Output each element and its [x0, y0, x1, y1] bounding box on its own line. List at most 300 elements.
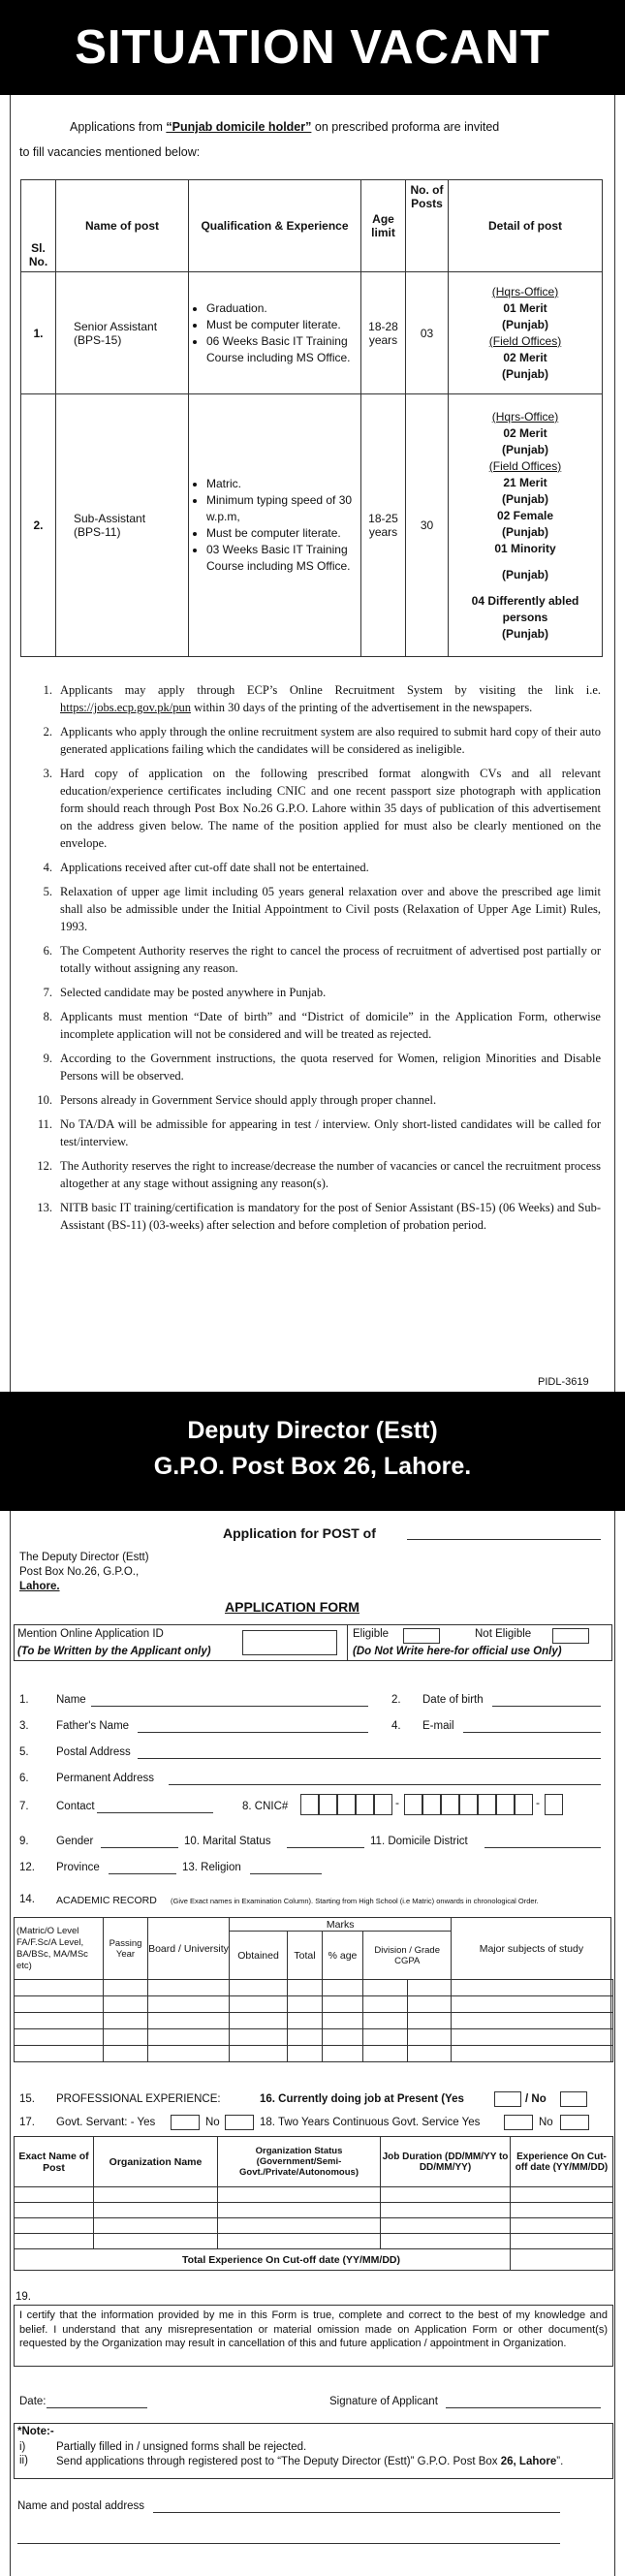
academic-label: ACADEMIC RECORD — [56, 1895, 157, 1906]
postal-address-field[interactable] — [138, 1746, 601, 1759]
province-field[interactable] — [109, 1862, 176, 1874]
condition-number: 11. — [37, 1117, 52, 1131]
condition-text-part: The Competent Authority reserves the right to cancel the process of recruitment of advertised post partially or totally without assigning any reason. — [60, 944, 601, 975]
header-qual: Qualification & Experience — [189, 180, 361, 272]
condition-item — [29, 1199, 601, 1234]
note2-bold: 26, Lahore — [500, 2456, 557, 2467]
name-postal-field[interactable] — [153, 2500, 560, 2513]
field-num: 7. — [19, 1801, 29, 1812]
province-label: Province — [56, 1862, 100, 1873]
conditions-list — [29, 681, 601, 1241]
vacancy-table — [20, 179, 603, 657]
exp-cell[interactable] — [15, 2203, 94, 2218]
detail-line: (Punjab) — [502, 366, 548, 381]
detail-line: (Punjab) — [502, 626, 548, 641]
detail-line: 01 Minority — [494, 541, 556, 555]
eligible-label: Eligible — [353, 1628, 390, 1640]
acad-cell[interactable] — [452, 1996, 611, 2013]
acad-cell[interactable] — [230, 2029, 288, 2046]
table-row — [15, 2029, 613, 2046]
exp-cell[interactable] — [218, 2234, 381, 2249]
acad-cell[interactable] — [452, 2046, 611, 2062]
acad-cell[interactable] — [15, 1980, 104, 1996]
divider — [347, 1624, 348, 1661]
table-row — [15, 2187, 613, 2203]
acad-cell[interactable] — [363, 2029, 408, 2046]
detail-line: 02 Merit — [503, 425, 547, 440]
current-job-label: 16. Currently doing job at Present (Yes — [260, 2093, 464, 2105]
acad-cell[interactable] — [611, 1980, 613, 1996]
condition-text-part: Applicants who apply through the online recruitment system are also required to submit hard copy of their auto generated applications failing which the candidates will be considered as ineligible. — [60, 725, 601, 756]
acad-cell[interactable] — [148, 2046, 230, 2062]
cnic-digit-box[interactable] — [515, 1794, 533, 1815]
experience-table — [14, 2136, 613, 2271]
condition-text — [60, 1115, 601, 1150]
detail-line: 02 Female — [496, 508, 554, 522]
banner-title: SITUATION VACANT — [75, 21, 550, 74]
continuous-yes-box[interactable] — [504, 2115, 533, 2130]
note-item — [56, 2455, 599, 2468]
row2-detail — [449, 394, 603, 657]
acad-cell[interactable] — [230, 2046, 288, 2062]
acad-cell[interactable] — [288, 2046, 323, 2062]
govt-servant-no-label: No — [205, 2117, 220, 2128]
cnic-dash: - — [395, 1796, 399, 1809]
condition-text-part: Hard copy of application on the following prescribed format alongwith CVs and all relevant education/experience certificates including CNIC and one recent passport size photograph with application form should reach through Post Box No.26 G.P.O. Lahore within 35 days of publication of this advertisement on the address given below. The name of the position applied for must also be clearly mentioned on the envelope. — [60, 767, 601, 850]
addressee-line: Post Box No.26, G.P.O., — [19, 1566, 140, 1578]
govt-servant-yes-box[interactable] — [171, 2115, 200, 2130]
acad-cell[interactable] — [363, 2013, 408, 2029]
cnic-digit-box[interactable] — [337, 1794, 356, 1815]
exp-cell[interactable] — [218, 2218, 381, 2234]
acad-cell[interactable] — [288, 2013, 323, 2029]
exp-cell[interactable] — [218, 2203, 381, 2218]
table-row — [15, 2013, 613, 2029]
condition-text-part: Applicants must mention “Date of birth” and “District of domicile” in the Application Form, otherwise incomplete application will not be considered and will be treated as rejected. — [60, 1010, 601, 1041]
exp-cell[interactable] — [94, 2203, 218, 2218]
acad-cell[interactable] — [104, 2029, 148, 2046]
acad-col-total: Total — [288, 1932, 323, 1980]
detail-line: (Field Offices) — [488, 333, 562, 348]
acad-cell[interactable] — [611, 2029, 613, 2046]
address-band — [0, 1392, 625, 1511]
row1-posts: 03 — [406, 272, 449, 394]
acad-cell[interactable] — [452, 2013, 611, 2029]
acad-col-year: Passing Year — [104, 1918, 148, 1980]
intro-pre: Applications from — [70, 120, 167, 134]
field-num: 4. — [391, 1720, 401, 1732]
condition-item — [29, 723, 601, 758]
row1-sl: 1. — [21, 272, 56, 394]
cnic-digit-box[interactable] — [422, 1794, 441, 1815]
row1-age: 18-28 years — [361, 272, 406, 394]
office-note: (Do Not Write here-for official use Only) — [353, 1646, 562, 1657]
detail-line: (Punjab) — [502, 491, 548, 506]
acad-cell[interactable] — [104, 1996, 148, 2013]
condition-item — [29, 859, 601, 876]
acad-col-subjects: Major subjects of study — [452, 1918, 611, 1980]
marital-label: 10. Marital Status — [184, 1836, 271, 1847]
online-id-label: Mention Online Application ID — [17, 1628, 164, 1640]
recruitment-link[interactable]: https://jobs.ecp.gov.pk/pun — [60, 701, 191, 714]
acad-col-pct: % age — [323, 1932, 363, 1980]
address-line1: Deputy Director (Estt) — [187, 1417, 438, 1444]
acad-cell[interactable] — [148, 2013, 230, 2029]
govt-servant-no-box[interactable] — [225, 2115, 254, 2130]
condition-text-part: Persons already in Government Service should apply through proper channel. — [60, 1093, 437, 1107]
experience-label: PROFESSIONAL EXPERIENCE: — [56, 2093, 221, 2105]
condition-number: 13. — [37, 1201, 52, 1214]
exp-cell[interactable] — [15, 2218, 94, 2234]
condition-item — [29, 1008, 601, 1043]
acad-cell[interactable] — [230, 1980, 288, 1996]
detail-line: (Punjab) — [502, 442, 548, 456]
eligible-box[interactable] — [403, 1628, 440, 1644]
header-post: Name of post — [56, 180, 189, 272]
acad-cell[interactable] — [288, 1980, 323, 1996]
condition-number: 2. — [43, 725, 52, 738]
acad-col-board: Board / University — [148, 1918, 230, 1980]
condition-text-part: Relaxation of upper age limit including 05 years general relaxation over and above the prescribed age limit shall also be admissible under the Initial Appointment to Civil posts (Relaxation of Upper Age Limit) Rules, 1993. — [60, 885, 601, 933]
row1-post: Senior Assistant — [74, 319, 158, 333]
father-name-field[interactable] — [138, 1720, 368, 1733]
condition-number: 12. — [37, 1159, 52, 1173]
condition-number: 8. — [43, 1010, 52, 1023]
addressee — [19, 1551, 149, 1594]
acad-cell[interactable] — [15, 2046, 104, 2062]
cnic-label: 8. CNIC# — [242, 1801, 289, 1812]
current-job-yes-box[interactable] — [494, 2091, 521, 2107]
acad-cell[interactable] — [104, 2013, 148, 2029]
acad-col-obtained: Obtained — [230, 1932, 288, 1980]
continuous-service-label: 18. Two Years Continuous Govt. Service Yes — [260, 2117, 481, 2128]
not-eligible-label: Not Eligible — [475, 1628, 532, 1640]
acad-cell[interactable] — [407, 1980, 452, 1996]
note-title: *Note:- — [17, 2426, 54, 2437]
cnic-digit-box[interactable] — [496, 1794, 515, 1815]
detail-line: 04 Differently abled persons — [471, 593, 579, 624]
name-postal-field-2[interactable] — [17, 2531, 560, 2544]
exp-col-duration: Job Duration (DD/MM/YY to DD/MM/YY) — [381, 2137, 511, 2187]
condition-item — [29, 984, 601, 1001]
application-for-label: Application for POST of — [223, 1525, 376, 1541]
detail-line: (Hqrs-Office) — [491, 284, 559, 298]
acad-col-division: Division / Grade CGPA — [363, 1932, 452, 1980]
condition-text — [60, 1050, 601, 1084]
father-name-label: Father's Name — [56, 1720, 130, 1732]
table-row — [15, 2203, 613, 2218]
condition-text — [60, 883, 601, 935]
detail-line: 01 Merit — [503, 300, 547, 315]
exp-cell[interactable] — [381, 2218, 511, 2234]
detail-line: (Field Offices) — [488, 458, 562, 473]
table-row — [15, 1996, 613, 2013]
pidl-code: PIDL-3619 — [538, 1376, 589, 1388]
acad-col-marks: Marks — [230, 1918, 452, 1932]
intro-text — [19, 114, 601, 165]
note-num: i) — [19, 2441, 26, 2453]
acad-cell[interactable] — [407, 2046, 452, 2062]
qual-item: • 03 Weeks Basic IT Training Course including MS Office. — [206, 542, 355, 575]
row1-quals — [206, 300, 355, 366]
exp-cell[interactable] — [381, 2187, 511, 2203]
condition-text — [60, 1157, 601, 1192]
intro-line2: to fill vacancies mentioned below: — [19, 145, 201, 159]
acad-cell[interactable] — [288, 1996, 323, 2013]
acad-cell[interactable] — [323, 2013, 363, 2029]
name-label: Name — [56, 1694, 86, 1706]
condition-item — [29, 1050, 601, 1084]
condition-text-part: According to the Government instructions, the quota reserved for Women, religion Minorities and Disable Persons will be observed. — [60, 1052, 601, 1083]
row2-quals — [206, 476, 355, 575]
cnic-dash: - — [536, 1796, 540, 1809]
field-num: 2. — [391, 1694, 401, 1706]
field-num: 19. — [16, 2291, 31, 2303]
banner — [0, 0, 625, 95]
field-num: 15. — [19, 2093, 35, 2105]
qual-item: • Graduation. — [206, 300, 355, 317]
acad-cell[interactable] — [363, 1980, 408, 1996]
exp-cell[interactable] — [511, 2203, 613, 2218]
name-field[interactable] — [91, 1694, 368, 1707]
note2-post: ”. — [556, 2456, 564, 2467]
qual-item: • 06 Weeks Basic IT Training Course including MS Office. — [206, 333, 355, 366]
exp-cell[interactable] — [511, 2218, 613, 2234]
address-line2: G.P.O. Post Box 26, Lahore. — [153, 1453, 472, 1480]
condition-text — [60, 859, 601, 876]
condition-text-part: NITB basic IT training/certification is mandatory for the post of Senior Assistant (BS-15) (06 Weeks) and Sub-Assistant (BS-11) (03-weeks) after selection and before completion of probation period. — [60, 1201, 601, 1232]
exp-total-label: Total Experience On Cut-off date (YY/MM/DD) — [15, 2249, 511, 2271]
condition-number: 6. — [43, 944, 52, 958]
addressee-line: The Deputy Director (Estt) — [19, 1552, 149, 1563]
acad-cell[interactable] — [104, 1980, 148, 1996]
condition-text — [60, 681, 601, 716]
post-of-field[interactable] — [407, 1527, 601, 1540]
signature-label: Signature of Applicant — [329, 2396, 438, 2407]
marital-field[interactable] — [287, 1836, 364, 1848]
condition-item — [29, 942, 601, 977]
exp-col-cutoff: Experience On Cut-off date (YY/MM/DD) — [511, 2137, 613, 2187]
date-field[interactable] — [47, 2396, 147, 2408]
postal-address-label: Postal Address — [56, 1746, 131, 1758]
religion-field[interactable] — [250, 1862, 322, 1874]
email-label: E-mail — [422, 1720, 454, 1732]
table-row — [21, 272, 603, 394]
acad-cell[interactable] — [323, 2046, 363, 2062]
acad-cell[interactable] — [15, 2013, 104, 2029]
acad-cell[interactable] — [363, 2046, 408, 2062]
row2-posts: 30 — [406, 394, 449, 657]
header-sl: Sl. No. — [21, 180, 56, 272]
name-postal-label: Name and postal address — [17, 2500, 145, 2512]
acad-cell[interactable] — [230, 2013, 288, 2029]
qual-item: • Matric. — [206, 476, 355, 492]
cnic-digit-box[interactable] — [478, 1794, 496, 1815]
exp-col-post: Exact Name of Post — [15, 2137, 94, 2187]
cnic-digit-box[interactable] — [404, 1794, 422, 1815]
condition-item — [29, 883, 601, 935]
header-age: Age limit — [361, 180, 406, 272]
condition-text-part: within 30 days of the printing of the advertisement in the newspapers. — [190, 701, 533, 714]
field-num: 3. — [19, 1720, 29, 1732]
cnic-digit-box[interactable] — [441, 1794, 459, 1815]
intro-bold: “Punjab domicile holder” — [166, 120, 312, 134]
cnic-digit-box[interactable] — [356, 1794, 374, 1815]
qual-item: • Minimum typing speed of 30 w.p.m, — [206, 492, 355, 525]
condition-text-part: Applicants may apply through ECP’s Online Recruitment System by visiting the link i.e. — [60, 683, 601, 697]
gender-label: Gender — [56, 1836, 94, 1847]
cnic-digit-box[interactable] — [319, 1794, 337, 1815]
continuous-no-label: No — [539, 2117, 553, 2128]
note2-pre: Send applications through registered post to “The Deputy Director (Estt)” G.P.O. Post Box — [56, 2456, 501, 2467]
acad-cell[interactable] — [452, 1980, 611, 1996]
acad-cell[interactable] — [611, 2013, 613, 2029]
condition-item — [29, 765, 601, 852]
signature-field[interactable] — [446, 2396, 601, 2408]
condition-number: 7. — [43, 986, 52, 999]
note-num: ii) — [19, 2455, 28, 2466]
exp-cell[interactable] — [94, 2218, 218, 2234]
addressee-line: Lahore. — [19, 1581, 60, 1592]
exp-cell[interactable] — [94, 2234, 218, 2249]
table-row — [21, 394, 603, 657]
domicile-field[interactable] — [484, 1836, 601, 1848]
field-num: 6. — [19, 1773, 29, 1784]
qual-item: • Must be computer literate. — [206, 317, 355, 333]
acad-cell[interactable] — [452, 2029, 611, 2046]
cnic-digit-box[interactable] — [545, 1794, 563, 1815]
acad-cell[interactable] — [363, 1996, 408, 2013]
condition-number: 5. — [43, 885, 52, 898]
acad-cell[interactable] — [15, 1996, 104, 2013]
acad-cell[interactable] — [15, 2029, 104, 2046]
condition-text — [60, 984, 601, 1001]
not-eligible-box[interactable] — [552, 1628, 589, 1644]
acad-cell[interactable] — [407, 2013, 452, 2029]
detail-line: (Punjab) — [502, 524, 548, 539]
cnic-digit-box[interactable] — [374, 1794, 392, 1815]
permanent-address-label: Permanent Address — [56, 1773, 155, 1784]
condition-number: 4. — [43, 861, 52, 874]
acad-cell[interactable] — [407, 2029, 452, 2046]
acad-cell[interactable] — [148, 1980, 230, 1996]
field-num: 5. — [19, 1746, 29, 1758]
domicile-label: 11. Domicile District — [370, 1836, 468, 1847]
exp-cell[interactable] — [511, 2187, 613, 2203]
exp-total-cell[interactable] — [511, 2249, 613, 2271]
dob-label: Date of birth — [422, 1694, 484, 1706]
acad-cell[interactable] — [323, 1996, 363, 2013]
acad-cell[interactable] — [230, 1996, 288, 2013]
header-detail: Detail of post — [449, 180, 603, 272]
contact-label: Contact — [56, 1801, 95, 1812]
field-num: 9. — [19, 1836, 29, 1847]
acad-col-exam: (Matric/O Level FA/F.Sc/A Level, BA/BSc, MA/MSc etc) — [15, 1918, 104, 1980]
condition-text-part: The Authority reserves the right to increase/decrease the number of vacancies or cancel the recruitment process altogether at any stage without assigning any reason(s). — [60, 1159, 601, 1190]
field-num: 14. — [19, 1894, 35, 1905]
condition-text — [60, 942, 601, 977]
condition-text-part: No TA/DA will be admissible for appearing in test / interview. Only short-listed candidates will be called for test/interview. — [60, 1117, 601, 1148]
exp-cell[interactable] — [381, 2203, 511, 2218]
condition-text — [60, 723, 601, 758]
header-posts: No. of Posts — [406, 180, 449, 272]
detail-line: (Punjab) — [502, 317, 548, 331]
acad-cell[interactable] — [611, 1996, 613, 2013]
gender-field[interactable] — [101, 1836, 178, 1848]
row2-bps: (BPS-11) — [74, 525, 121, 539]
email-field[interactable] — [463, 1720, 601, 1733]
acad-cell[interactable] — [288, 2029, 323, 2046]
condition-item — [29, 1091, 601, 1109]
cnic-digit-box[interactable] — [459, 1794, 478, 1815]
condition-number: 3. — [43, 767, 52, 780]
religion-label: 13. Religion — [182, 1862, 241, 1873]
row1-detail — [449, 272, 603, 394]
condition-item — [29, 681, 601, 716]
qual-item: • Must be computer literate. — [206, 525, 355, 542]
govt-servant-label: Govt. Servant: - Yes — [56, 2117, 156, 2128]
table-row — [15, 2046, 613, 2062]
cnic-digit-box[interactable] — [300, 1794, 319, 1815]
acad-cell[interactable] — [323, 2029, 363, 2046]
exp-cell[interactable] — [381, 2234, 511, 2249]
exp-cell[interactable] — [218, 2187, 381, 2203]
table-row — [15, 2234, 613, 2249]
detail-line: (Punjab) — [502, 567, 548, 581]
online-id-note: (To be Written by the Applicant only) — [17, 1646, 211, 1657]
acad-cell[interactable] — [148, 1996, 230, 2013]
exp-cell[interactable] — [511, 2234, 613, 2249]
field-num: 12. — [19, 1862, 35, 1873]
dob-field[interactable] — [492, 1694, 601, 1707]
exp-cell[interactable] — [15, 2187, 94, 2203]
continuous-no-box[interactable] — [560, 2115, 589, 2130]
contact-field[interactable] — [97, 1801, 213, 1813]
acad-cell[interactable] — [104, 2046, 148, 2062]
condition-number: 10. — [37, 1093, 52, 1107]
acad-cell[interactable] — [323, 1980, 363, 1996]
online-id-input[interactable] — [242, 1630, 337, 1655]
condition-text — [60, 1199, 601, 1234]
form-title: APPLICATION FORM — [225, 1599, 359, 1615]
exp-cell[interactable] — [94, 2187, 218, 2203]
table-row — [15, 2218, 613, 2234]
acad-cell[interactable] — [148, 2029, 230, 2046]
intro-post: on prescribed proforma are invited — [311, 120, 500, 134]
exp-col-status: Organization Status (Government/Semi-Govt./Private/Autonomous) — [218, 2137, 381, 2187]
certification-text: I certify that the information provided by me in this Form is true, complete and correct to the best of my knowledge and belief. I understand that any misrepresentation or material omission made on Application Form or other document(s) requested by the Organization may result in cancellation of this and future application / appointment in Organization. — [14, 2305, 613, 2367]
row2-post: Sub-Assistant — [74, 512, 146, 525]
exp-cell[interactable] — [15, 2234, 94, 2249]
acad-cell[interactable] — [407, 1996, 452, 2013]
permanent-address-field[interactable] — [169, 1773, 601, 1785]
academic-table — [14, 1917, 613, 2062]
detail-line: (Hqrs-Office) — [491, 409, 559, 424]
detail-line: 21 Merit — [503, 475, 547, 489]
row2-sl: 2. — [21, 394, 56, 657]
condition-number: 1. — [43, 683, 52, 697]
condition-text — [60, 1091, 601, 1109]
field-num: 17. — [19, 2117, 35, 2128]
acad-cell[interactable] — [611, 2046, 613, 2062]
detail-line: 02 Merit — [503, 350, 547, 364]
academic-note: (Give Exact names in Examination Column). Starting from High School (i.e Matric) onwards in chronological Order. — [171, 1897, 539, 1905]
current-job-no-box[interactable] — [560, 2091, 587, 2107]
condition-text-part: Applications received after cut-off date shall not be entertained. — [60, 861, 369, 874]
note-item: Partially filled in / unsigned forms shall be rejected. — [56, 2441, 307, 2453]
current-job-no-label: / No — [525, 2093, 547, 2105]
condition-text — [60, 765, 601, 852]
